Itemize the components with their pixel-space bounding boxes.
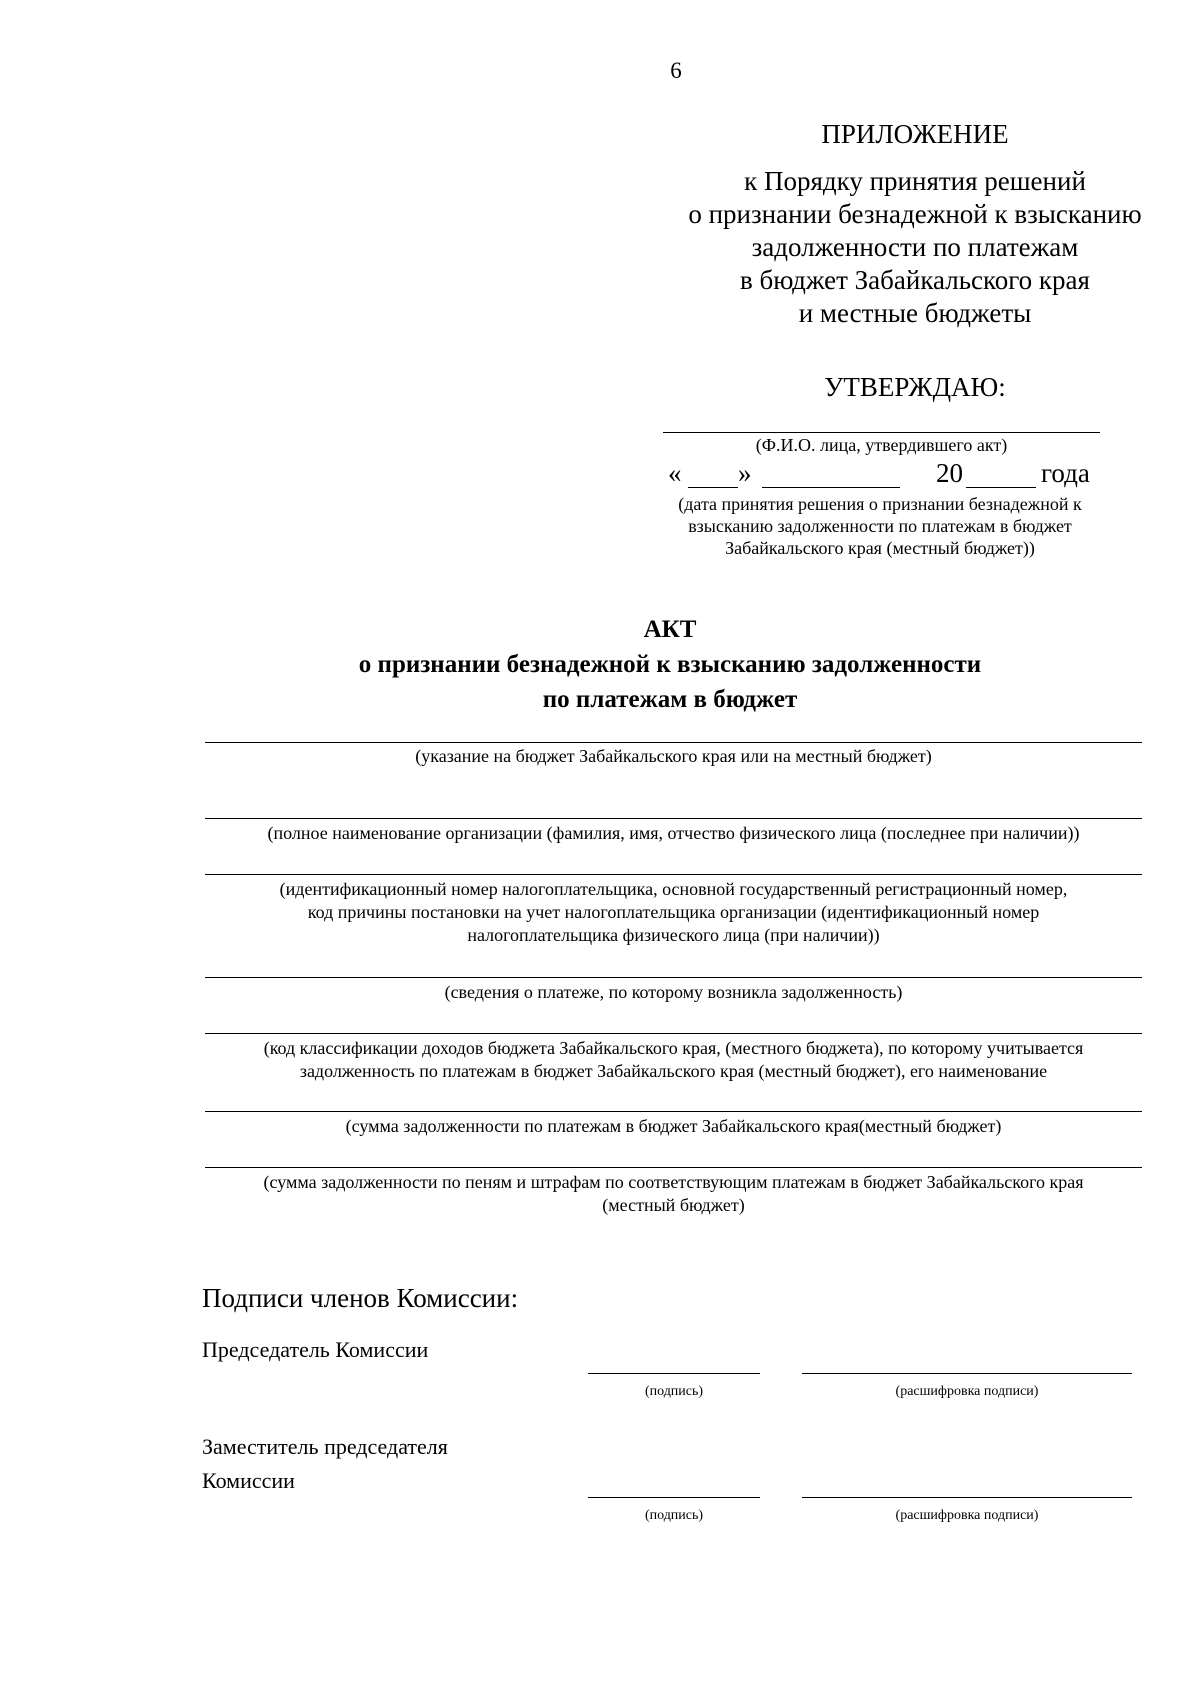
field-caption-classification: задолженность по платежам в бюджет Забайкальского края (местный бюджет), его наименование bbox=[299, 1061, 1048, 1081]
field-line-inn bbox=[205, 874, 1142, 875]
year-suffix: года bbox=[1041, 458, 1090, 488]
page-number: 6 bbox=[670, 58, 682, 83]
signatures-heading: Подписи членов Комиссии: bbox=[202, 1283, 519, 1313]
date-caption: (дата принятия решения о признании безнадежной к bbox=[678, 494, 1082, 514]
chairman-signature-line bbox=[588, 1373, 760, 1374]
field-caption-inn: налогоплательщика физического лица (при наличии)) bbox=[467, 925, 880, 945]
field-caption-debt-amount: (сумма задолженности по платежам в бюджет Забайкальского края(местный бюджет) bbox=[345, 1116, 1002, 1136]
field-line-classification bbox=[205, 1033, 1142, 1034]
date-caption: Забайкальского края (местный бюджет)) bbox=[725, 538, 1035, 558]
field-line-penalties bbox=[205, 1167, 1142, 1168]
deputy-label: Комиссии bbox=[202, 1468, 295, 1493]
act-subtitle: о признании безнадежной к взысканию задолженности bbox=[358, 651, 982, 678]
date-caption: взысканию задолженности по платежам в бюджет bbox=[688, 516, 1072, 536]
field-caption-organization: (полное наименование организации (фамилия, имя, отчество физического лица (последнее при наличии)) bbox=[267, 823, 1080, 843]
fio-line bbox=[663, 432, 1100, 433]
field-line-debt-amount bbox=[205, 1111, 1142, 1112]
appendix-line: в бюджет Забайкальского края bbox=[740, 265, 1090, 295]
field-caption-payment: (сведения о платеже, по которому возникла задолженность) bbox=[444, 982, 903, 1002]
field-caption-classification: (код классификации доходов бюджета Забайкальского края, (местного бюджета), по которому учитывается bbox=[263, 1038, 1084, 1058]
chairman-label: Председатель Комиссии bbox=[202, 1337, 429, 1362]
approval-heading: УТВЕРЖДАЮ: bbox=[824, 372, 1006, 402]
deputy-label: Заместитель председателя bbox=[202, 1434, 448, 1459]
fio-caption: (Ф.И.О. лица, утвердившего акт) bbox=[755, 435, 1008, 455]
act-subtitle: по платежам в бюджет bbox=[542, 686, 798, 713]
field-caption-inn: код причины постановки на учет налогоплательщика организации (идентификационный номер bbox=[307, 902, 1040, 922]
year-line bbox=[966, 487, 1036, 488]
appendix-title: ПРИЛОЖЕНИЕ bbox=[821, 119, 1009, 149]
quote-open: « bbox=[668, 458, 682, 488]
year-prefix: 20 bbox=[936, 458, 963, 488]
appendix-line: задолженности по платежам bbox=[751, 232, 1079, 262]
field-caption-budget: (указание на бюджет Забайкальского края или на местный бюджет) bbox=[415, 746, 932, 766]
chairman-signature-caption: (подпись) bbox=[644, 1384, 704, 1399]
field-line-payment bbox=[205, 977, 1142, 978]
appendix-line: о признании безнадежной к взысканию bbox=[688, 199, 1142, 229]
appendix-line: и местные бюджеты bbox=[798, 298, 1032, 328]
deputy-signature-caption: (подпись) bbox=[644, 1508, 704, 1523]
field-line-organization bbox=[205, 818, 1142, 819]
field-caption-inn: (идентификационный номер налогоплательщика, основной государственный регистрационный номер, bbox=[279, 879, 1068, 899]
deputy-signature-line bbox=[588, 1497, 760, 1498]
chairman-decoding-line bbox=[802, 1373, 1132, 1374]
deputy-decoding-caption: (расшифровка подписи) bbox=[895, 1508, 1039, 1523]
act-title: АКТ bbox=[643, 616, 697, 643]
day-line bbox=[688, 487, 738, 488]
quote-close: » bbox=[738, 458, 752, 488]
appendix-line: к Порядку принятия решений bbox=[744, 166, 1086, 196]
field-line-budget bbox=[205, 742, 1142, 743]
deputy-decoding-line bbox=[802, 1497, 1132, 1498]
chairman-decoding-caption: (расшифровка подписи) bbox=[895, 1384, 1039, 1399]
field-caption-penalties: (местный бюджет) bbox=[602, 1195, 745, 1215]
month-line bbox=[762, 487, 900, 488]
field-caption-penalties: (сумма задолженности по пеням и штрафам по соответствующим платежам в бюджет Забайкальского края bbox=[263, 1172, 1084, 1192]
